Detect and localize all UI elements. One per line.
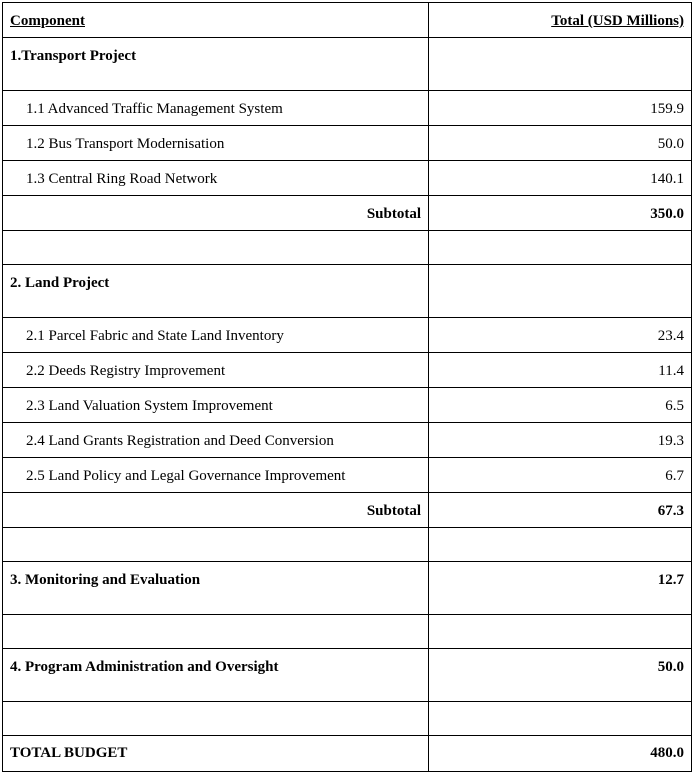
item-label: 2.4 Land Grants Registration and Deed Conversion bbox=[26, 433, 334, 449]
item-value: 140.1 bbox=[650, 171, 684, 187]
header-total: Total (USD Millions) bbox=[551, 13, 684, 29]
item-label: 2.1 Parcel Fabric and State Land Inventory bbox=[26, 328, 284, 344]
administration-value: 50.0 bbox=[657, 659, 684, 675]
table-row bbox=[3, 318, 692, 353]
item-value: 11.4 bbox=[658, 363, 684, 379]
item-value: 19.3 bbox=[657, 433, 684, 449]
item-value: 6.5 bbox=[665, 398, 684, 414]
total-row bbox=[3, 736, 692, 772]
total-label: TOTAL BUDGET bbox=[10, 745, 128, 761]
section-row-administration bbox=[3, 649, 692, 702]
section-title-monitoring: 3. Monitoring and Evaluation bbox=[10, 572, 201, 588]
item-value: 23.4 bbox=[657, 328, 684, 344]
header-component: Component bbox=[10, 13, 86, 29]
subtotal-label: Subtotal bbox=[366, 503, 421, 519]
section-title-transport: 1.Transport Project bbox=[10, 48, 137, 64]
section-row-transport bbox=[3, 38, 692, 91]
monitoring-value: 12.7 bbox=[657, 572, 684, 588]
table-row bbox=[3, 388, 692, 423]
item-label: 1.2 Bus Transport Modernisation bbox=[26, 136, 225, 152]
item-value: 6.7 bbox=[665, 468, 684, 484]
item-label: 2.2 Deeds Registry Improvement bbox=[26, 363, 226, 379]
item-label: 1.3 Central Ring Road Network bbox=[26, 171, 218, 187]
item-label: 1.1 Advanced Traffic Management System bbox=[26, 101, 283, 117]
section-row-land bbox=[3, 265, 692, 318]
table-row bbox=[3, 423, 692, 458]
table-row bbox=[3, 458, 692, 493]
spacer-row bbox=[3, 528, 692, 562]
item-label: 2.5 Land Policy and Legal Governance Improvement bbox=[26, 468, 346, 484]
spacer-row bbox=[3, 615, 692, 649]
header-component-cell bbox=[3, 3, 429, 38]
subtotal-value: 67.3 bbox=[657, 503, 684, 519]
subtotal-row-land bbox=[3, 493, 692, 528]
table-row bbox=[3, 353, 692, 388]
item-value: 50.0 bbox=[657, 136, 684, 152]
section-title-land: 2. Land Project bbox=[10, 275, 110, 291]
subtotal-label: Subtotal bbox=[366, 206, 421, 222]
header-total-cell bbox=[429, 3, 692, 38]
total-value: 480.0 bbox=[650, 745, 684, 761]
table-row bbox=[3, 91, 692, 126]
subtotal-row-transport bbox=[3, 196, 692, 231]
item-label: 2.3 Land Valuation System Improvement bbox=[26, 398, 273, 414]
spacer-row bbox=[3, 231, 692, 265]
header-row bbox=[3, 3, 692, 38]
spacer-row bbox=[3, 702, 692, 736]
budget-table bbox=[2, 2, 692, 772]
section-title-administration: 4. Program Administration and Oversight bbox=[10, 659, 279, 675]
section-row-monitoring bbox=[3, 562, 692, 615]
table-row bbox=[3, 126, 692, 161]
subtotal-value: 350.0 bbox=[650, 206, 684, 222]
table-row bbox=[3, 161, 692, 196]
item-value: 159.9 bbox=[650, 101, 684, 117]
